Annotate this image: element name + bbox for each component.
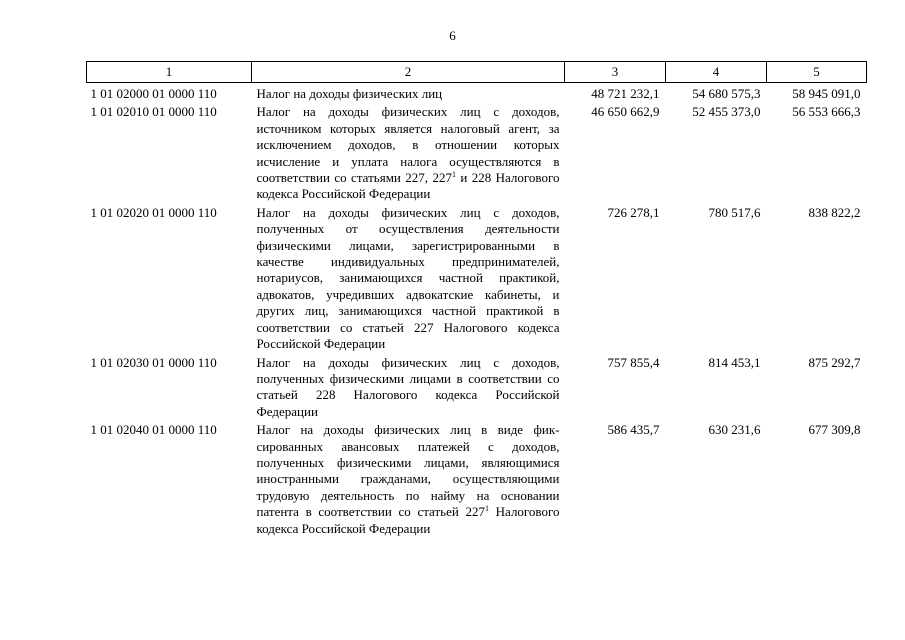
header-row [87, 62, 867, 83]
row-value-col-4: 780 517,6 [708, 204, 761, 220]
header-col-1: 1 [87, 62, 252, 83]
table-row [87, 104, 867, 204]
row-value-col-5: 838 822,2 [808, 204, 861, 220]
row-value-col-5: 677 309,8 [808, 422, 861, 438]
row-value-col-5: 56 553 666,3 [792, 104, 861, 120]
table-row [87, 422, 867, 539]
table-body [87, 83, 867, 539]
row-name-text: Налог на доходы физических лиц в виде фиксированных авансовых платежей с доходов, полученных физическими лицами, являющимися иностранными гражданами, осуществляющими трудовую деятельность по найму на основании патента в соответствии со статьей 227 [256, 422, 560, 520]
table-header [87, 62, 867, 83]
row-code: 1 01 02030 01 0000 110 [90, 354, 217, 370]
row-value-col-3: 586 435,7 [607, 422, 660, 438]
row-name-text: Налог на доходы физических лиц с доходов, полученных физическими лицами в соответствии со статьей 228 Налогового кодекса Российской Федерации [256, 354, 560, 419]
row-code: 1 01 02040 01 0000 110 [90, 422, 217, 438]
row-name-superscript: 1 [485, 504, 489, 514]
row-value-col-3: 726 278,1 [607, 204, 660, 220]
table-row [87, 205, 867, 355]
row-value-col-5: 875 292,7 [808, 354, 861, 370]
table-row [87, 355, 867, 423]
row-value-col-3: 48 721 232,1 [591, 86, 660, 101]
row-name [252, 104, 565, 204]
row-value-col-4: 54 680 575,3 [692, 86, 761, 101]
header-col-3: 3 [565, 62, 666, 83]
page-number: 6 [449, 28, 456, 43]
table-row [87, 83, 867, 105]
row-value-col-4: 814 453,1 [708, 354, 761, 370]
revenue-table [86, 61, 867, 539]
row-value-col-4: 52 455 373,0 [692, 104, 761, 120]
row-name-superscript: 1 [451, 170, 456, 180]
row-code: 1 01 02000 01 0000 110 [90, 86, 217, 101]
header-col-5: 5 [767, 62, 867, 83]
row-name [252, 422, 565, 539]
row-name-text: Налог на доходы физических лиц [256, 86, 443, 101]
row-name-text-continued: Налогового кодекса Российской Федерации [256, 504, 560, 536]
row-value-col-3: 46 650 662,9 [591, 104, 660, 120]
row-name [252, 83, 565, 105]
header-col-2: 2 [252, 62, 565, 83]
row-value-col-3: 757 855,4 [607, 354, 660, 370]
row-value-col-4: 630 231,6 [708, 422, 761, 438]
row-name-text: Налог на доходы физических лиц с доходов, полученных от осуществления деятельности физическими лицами, зарегистрированными в качестве индивидуальных предпринимателей, нотариусов, занимающихся частной практикой, адвокатов, учредивших адвокатские кабинеты, и других лиц, занимающихся частной практикой в соответствии со статьей 227 Налогового кодекса Российской Федерации [256, 204, 560, 352]
row-name [252, 205, 565, 355]
row-code: 1 01 02010 01 0000 110 [90, 104, 217, 120]
row-value-col-5: 58 945 091,0 [792, 86, 861, 101]
row-name-text-continued: и 228 Налогового кодекса Российской Федерации [256, 170, 560, 202]
row-name-text: Налог на доходы физических лиц с доходов, источником которых является налоговый агент, за исключением доходов, в отношении которых исчисление и уплата налога осуществляются в соответствии со статьями 227, 227 [256, 104, 560, 186]
row-code: 1 01 02020 01 0000 110 [90, 204, 217, 220]
row-name [252, 355, 565, 423]
header-col-4: 4 [666, 62, 767, 83]
